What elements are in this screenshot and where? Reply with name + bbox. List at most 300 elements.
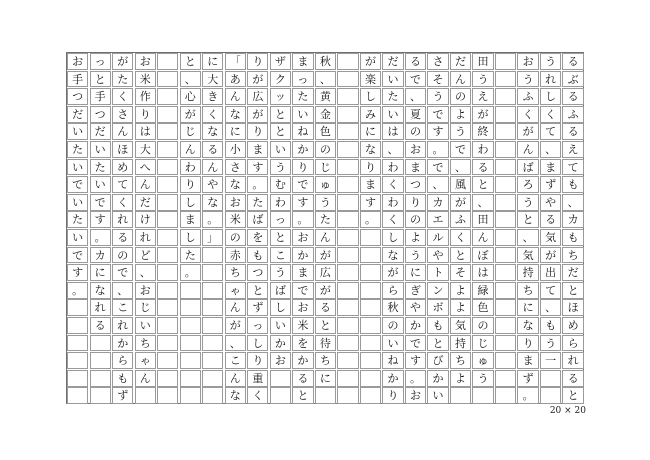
grid-cell xyxy=(495,299,516,316)
grid-column xyxy=(382,53,403,405)
grid-cell: う xyxy=(517,71,538,88)
grid-cell: 、 xyxy=(427,176,448,193)
grid-cell: ま xyxy=(180,211,201,228)
grid-cell xyxy=(495,229,516,246)
grid-cell xyxy=(337,123,358,140)
grid-cell: だ xyxy=(450,53,471,70)
grid-cell: 大 xyxy=(202,71,223,88)
grid-cell xyxy=(495,352,516,369)
grid-cell: な xyxy=(90,282,111,299)
grid-cell: よ xyxy=(450,299,471,316)
grid-cell: 出 xyxy=(540,264,561,281)
grid-column xyxy=(472,53,493,405)
grid-cell: と xyxy=(315,317,336,334)
grid-cell xyxy=(202,299,223,316)
grid-cell: つ xyxy=(247,264,268,281)
grid-cell: し xyxy=(540,88,561,105)
grid-cell: で xyxy=(405,71,426,88)
grid-cell: こ xyxy=(225,352,246,369)
grid-cell: 、 xyxy=(382,141,403,158)
grid-cell: ま xyxy=(540,159,561,176)
grid-cell: る xyxy=(540,211,561,228)
grid-cell: ん xyxy=(225,370,246,387)
grid-cell xyxy=(270,387,291,404)
grid-cell: る xyxy=(562,88,583,105)
grid-cell: と xyxy=(562,387,583,404)
grid-cell xyxy=(157,317,178,334)
grid-column xyxy=(292,53,313,405)
grid-cell: い xyxy=(90,141,111,158)
grid-cell xyxy=(90,335,111,352)
grid-cell: し xyxy=(247,335,268,352)
grid-cell: じ xyxy=(472,335,493,352)
grid-cell xyxy=(495,335,516,352)
grid-cell: こ xyxy=(112,299,133,316)
grid-cell xyxy=(360,264,381,281)
grid-cell: ら xyxy=(382,282,403,299)
grid-cell: す xyxy=(427,123,448,140)
grid-cell: え xyxy=(472,88,493,105)
grid-cell xyxy=(360,387,381,404)
grid-cell: に xyxy=(315,370,336,387)
grid-cell: た xyxy=(292,88,313,105)
grid-cell: っ xyxy=(247,317,268,334)
grid-cell: れ xyxy=(90,299,111,316)
grid-cell xyxy=(157,123,178,140)
grid-cell: も xyxy=(562,176,583,193)
grid-cell: と xyxy=(450,247,471,264)
grid-cell: く xyxy=(202,106,223,123)
grid-cell: 米 xyxy=(292,317,313,334)
grid-cell: が xyxy=(180,106,201,123)
grid-cell: ゃ xyxy=(135,352,156,369)
grid-cell: る xyxy=(90,317,111,334)
grid-cell: あ xyxy=(225,71,246,88)
grid-cell: 黄 xyxy=(315,88,336,105)
grid-cell: り xyxy=(405,194,426,211)
grid-cell: や xyxy=(540,194,561,211)
grid-cell: が xyxy=(517,123,538,140)
grid-cell xyxy=(67,352,88,369)
grid-cell xyxy=(202,282,223,299)
grid-cell: 夏 xyxy=(405,106,426,123)
grid-cell: な xyxy=(202,123,223,140)
grid-cell xyxy=(157,53,178,70)
grid-cell: 、 xyxy=(472,194,493,211)
grid-cell: く xyxy=(450,229,471,246)
grid-cell xyxy=(337,299,358,316)
grid-cell: と xyxy=(270,123,291,140)
grid-cell: ば xyxy=(270,282,291,299)
grid-cell: れ xyxy=(112,211,133,228)
grid-column xyxy=(517,53,538,405)
grid-cell: い xyxy=(270,317,291,334)
grid-column xyxy=(135,53,156,405)
grid-cell: や xyxy=(202,176,223,193)
grid-cell: ば xyxy=(517,159,538,176)
grid-column xyxy=(495,53,516,405)
grid-cell: 気 xyxy=(540,229,561,246)
grid-cell: 手 xyxy=(90,88,111,105)
grid-cell: ば xyxy=(247,211,268,228)
grid-cell: う xyxy=(472,71,493,88)
grid-cell: ほ xyxy=(112,141,133,158)
grid-cell: の xyxy=(382,317,403,334)
grid-cell: 終 xyxy=(472,123,493,140)
grid-cell: い xyxy=(67,194,88,211)
grid-cell: 。 xyxy=(247,176,268,193)
grid-cell: は xyxy=(472,264,493,281)
grid-cell: 秋 xyxy=(382,299,403,316)
grid-cell: み xyxy=(360,106,381,123)
grid-cell xyxy=(337,106,358,123)
grid-cell: て xyxy=(540,282,561,299)
grid-cell: ね xyxy=(382,352,403,369)
grid-cell: め xyxy=(562,317,583,334)
grid-cell: ふ xyxy=(562,106,583,123)
grid-cell: で xyxy=(112,264,133,281)
grid-cell xyxy=(495,159,516,176)
grid-cell xyxy=(157,282,178,299)
grid-cell: が xyxy=(315,247,336,264)
grid-cell: さ xyxy=(225,159,246,176)
grid-cell: 、 xyxy=(540,299,561,316)
grid-cell: よ xyxy=(450,106,471,123)
grid-cell: い xyxy=(67,123,88,140)
grid-cell: ん xyxy=(450,71,471,88)
grid-cell xyxy=(495,106,516,123)
grid-cell xyxy=(495,53,516,70)
grid-cell xyxy=(495,88,516,105)
grid-cell: か xyxy=(292,247,313,264)
grid-cell: ン xyxy=(427,282,448,299)
grid-cell: 小 xyxy=(225,141,246,158)
grid-cell xyxy=(360,370,381,387)
grid-cell: ち xyxy=(135,335,156,352)
grid-column xyxy=(360,53,381,405)
grid-cell: お xyxy=(225,194,246,211)
grid-cell: ま xyxy=(247,141,268,158)
grid-cell xyxy=(90,352,111,369)
grid-cell: な xyxy=(202,194,223,211)
grid-cell: で xyxy=(405,335,426,352)
grid-cell: た xyxy=(112,71,133,88)
grid-cell: 、 xyxy=(540,141,561,158)
grid-cell: お xyxy=(270,352,291,369)
grid-cell: お xyxy=(405,141,426,158)
grid-cell xyxy=(157,159,178,176)
grid-cell: 赤 xyxy=(225,247,246,264)
grid-cell: ん xyxy=(202,159,223,176)
grid-cell xyxy=(337,194,358,211)
grid-cell: を xyxy=(292,335,313,352)
grid-cell xyxy=(135,387,156,404)
grid-cell: ふ xyxy=(517,88,538,105)
grid-cell xyxy=(495,123,516,140)
grid-cell: な xyxy=(225,387,246,404)
grid-cell: る xyxy=(112,229,133,246)
grid-cell: 持 xyxy=(517,264,538,281)
grid-cell xyxy=(67,370,88,387)
grid-cell: ん xyxy=(135,176,156,193)
grid-column xyxy=(562,53,583,405)
grid-cell: 広 xyxy=(247,88,268,105)
grid-cell xyxy=(157,71,178,88)
grid-cell: ま xyxy=(517,352,538,369)
grid-cell: り xyxy=(247,53,268,70)
grid-cell: の xyxy=(405,123,426,140)
grid-cell: 。 xyxy=(180,264,201,281)
grid-cell xyxy=(180,282,201,299)
grid-cell xyxy=(157,176,178,193)
grid-cell xyxy=(157,247,178,264)
grid-cell: れ xyxy=(540,71,561,88)
grid-cell: ボ xyxy=(427,299,448,316)
grid-column xyxy=(315,53,336,405)
grid-cell xyxy=(337,211,358,228)
grid-cell: ん xyxy=(517,141,538,158)
grid-cell: お xyxy=(135,282,156,299)
grid-cell: 風 xyxy=(450,176,471,193)
grid-cell: 、 xyxy=(135,264,156,281)
grid-cell: が xyxy=(450,194,471,211)
grid-cell xyxy=(495,71,516,88)
grid-cell: か xyxy=(292,141,313,158)
grid-cell: 色 xyxy=(315,123,336,140)
grid-cell: ん xyxy=(225,299,246,316)
grid-cell: と xyxy=(180,53,201,70)
grid-cell: な xyxy=(360,141,381,158)
grid-cell: る xyxy=(562,53,583,70)
grid-cell xyxy=(360,335,381,352)
grid-cell xyxy=(180,370,201,387)
grid-cell: は xyxy=(382,123,403,140)
grid-cell: 。 xyxy=(427,141,448,158)
grid-cell xyxy=(495,247,516,264)
grid-cell xyxy=(202,352,223,369)
grid-cell xyxy=(337,176,358,193)
grid-cell xyxy=(157,335,178,352)
grid-cell: が xyxy=(382,264,403,281)
grid-cell: 作 xyxy=(135,88,156,105)
grid-cell: と xyxy=(270,106,291,123)
grid-cell: に xyxy=(360,123,381,140)
grid-cell xyxy=(450,387,471,404)
grid-cell: た xyxy=(180,247,201,264)
grid-cell: 田 xyxy=(472,211,493,228)
grid-cell xyxy=(495,264,516,281)
grid-cell: の xyxy=(315,141,336,158)
grid-cell: う xyxy=(270,264,291,281)
grid-column xyxy=(270,53,291,405)
grid-cell: い xyxy=(382,335,403,352)
grid-cell xyxy=(495,141,516,158)
grid-cell: わ xyxy=(382,159,403,176)
grid-cell: ち xyxy=(315,352,336,369)
grid-cell: た xyxy=(90,159,111,176)
grid-cell: れ xyxy=(112,317,133,334)
grid-cell: な xyxy=(225,176,246,193)
grid-cell xyxy=(180,317,201,334)
grid-cell xyxy=(180,352,201,369)
grid-cell xyxy=(202,370,223,387)
grid-cell: で xyxy=(67,247,88,264)
grid-cell: ん xyxy=(225,88,246,105)
grid-column xyxy=(67,53,88,405)
grid-cell: が xyxy=(472,106,493,123)
grid-cell: つ xyxy=(67,88,88,105)
grid-cell: に xyxy=(405,264,426,281)
grid-cell xyxy=(157,264,178,281)
grid-column xyxy=(540,53,561,405)
grid-cell: ど xyxy=(135,247,156,264)
grid-cell: で xyxy=(427,106,448,123)
grid-cell: と xyxy=(427,335,448,352)
grid-cell: カ xyxy=(562,211,583,228)
grid-cell xyxy=(202,317,223,334)
grid-cell: ち xyxy=(517,282,538,299)
grid-cell: ち xyxy=(225,264,246,281)
grid-cell: 気 xyxy=(517,247,538,264)
grid-cell: ト xyxy=(427,264,448,281)
grid-cell: じ xyxy=(180,123,201,140)
grid-cell: ゃ xyxy=(225,282,246,299)
grid-cell: じ xyxy=(135,299,156,316)
grid-cell: る xyxy=(562,370,583,387)
grid-cell: ま xyxy=(292,53,313,70)
grid-cell: 楽 xyxy=(360,71,381,88)
grid-cell: 。 xyxy=(90,229,111,246)
grid-cell: く xyxy=(517,106,538,123)
grid-cell: ま xyxy=(292,264,313,281)
grid-cell: し xyxy=(360,88,381,105)
grid-cell: し xyxy=(270,299,291,316)
grid-cell xyxy=(540,387,561,404)
grid-cell: か xyxy=(405,317,426,334)
grid-cell: く xyxy=(112,88,133,105)
grid-cell: く xyxy=(382,211,403,228)
grid-cell: ふ xyxy=(450,211,471,228)
grid-cell: も xyxy=(562,229,583,246)
grid-cell xyxy=(360,317,381,334)
grid-cell: け xyxy=(135,211,156,228)
grid-cell xyxy=(337,264,358,281)
grid-cell: く xyxy=(247,387,268,404)
grid-cell: ら xyxy=(562,335,583,352)
grid-cell: ク xyxy=(270,71,291,88)
grid-cell: 重 xyxy=(247,370,268,387)
grid-cell xyxy=(337,53,358,70)
grid-cell: ず xyxy=(112,387,133,404)
grid-cell: い xyxy=(67,159,88,176)
grid-cell: い xyxy=(292,106,313,123)
grid-cell: い xyxy=(135,317,156,334)
grid-cell xyxy=(360,299,381,316)
grid-cell: す xyxy=(360,194,381,211)
grid-cell: 」 xyxy=(202,229,223,246)
grid-cell: と xyxy=(292,387,313,404)
grid-cell: う xyxy=(270,159,291,176)
grid-cell xyxy=(157,229,178,246)
grid-cell: す xyxy=(90,211,111,228)
grid-cell: と xyxy=(517,211,538,228)
grid-cell: よ xyxy=(405,229,426,246)
grid-cell: 田 xyxy=(472,53,493,70)
grid-cell: 、 xyxy=(405,88,426,105)
grid-cell: が xyxy=(315,282,336,299)
grid-cell xyxy=(495,194,516,211)
grid-cell: ゅ xyxy=(315,176,336,193)
grid-cell: お xyxy=(135,53,156,70)
grid-cell: さ xyxy=(112,106,133,123)
grid-cell: ん xyxy=(135,370,156,387)
grid-cell: が xyxy=(360,53,381,70)
grid-cell: た xyxy=(67,141,88,158)
grid-cell: な xyxy=(225,106,246,123)
grid-cell: 。 xyxy=(292,211,313,228)
grid-cell: な xyxy=(382,247,403,264)
grid-cell: っ xyxy=(292,71,313,88)
grid-column xyxy=(202,53,223,405)
grid-cell: 気 xyxy=(450,317,471,334)
manuscript-grid xyxy=(66,52,584,404)
grid-cell xyxy=(67,387,88,404)
grid-cell: よ xyxy=(450,282,471,299)
grid-cell: 、 xyxy=(450,159,471,176)
grid-cell xyxy=(360,352,381,369)
grid-cell xyxy=(495,211,516,228)
grid-column xyxy=(90,53,111,405)
grid-cell: て xyxy=(562,159,583,176)
grid-cell: ま xyxy=(405,159,426,176)
grid-cell xyxy=(157,387,178,404)
grid-cell: ん xyxy=(112,123,133,140)
grid-cell xyxy=(157,141,178,158)
grid-cell: び xyxy=(427,352,448,369)
grid-cell: お xyxy=(292,299,313,316)
grid-cell: ず xyxy=(540,176,561,193)
grid-cell xyxy=(360,247,381,264)
grid-cell xyxy=(157,211,178,228)
grid-cell: カ xyxy=(90,247,111,264)
grid-cell: り xyxy=(292,159,313,176)
grid-cell: と xyxy=(472,176,493,193)
grid-cell: 色 xyxy=(472,299,493,316)
grid-cell xyxy=(337,229,358,246)
grid-cell xyxy=(202,264,223,281)
grid-cell: り xyxy=(247,352,268,369)
grid-cell: わ xyxy=(472,141,493,158)
grid-cell: ち xyxy=(562,247,583,264)
grid-cell: り xyxy=(382,387,403,404)
grid-cell: っ xyxy=(90,53,111,70)
grid-cell: う xyxy=(472,370,493,387)
grid-cell: に xyxy=(517,299,538,316)
grid-cell: 心 xyxy=(180,88,201,105)
grid-cell: は xyxy=(135,123,156,140)
grid-cell: え xyxy=(562,141,583,158)
grid-cell: か xyxy=(427,370,448,387)
grid-cell: い xyxy=(382,106,403,123)
grid-cell xyxy=(180,335,201,352)
grid-cell: が xyxy=(225,317,246,334)
grid-cell: ル xyxy=(427,229,448,246)
grid-cell: の xyxy=(472,317,493,334)
grid-cell: が xyxy=(112,53,133,70)
grid-cell: 、 xyxy=(562,194,583,211)
grid-cell: た xyxy=(382,88,403,105)
grid-cell: い xyxy=(90,176,111,193)
